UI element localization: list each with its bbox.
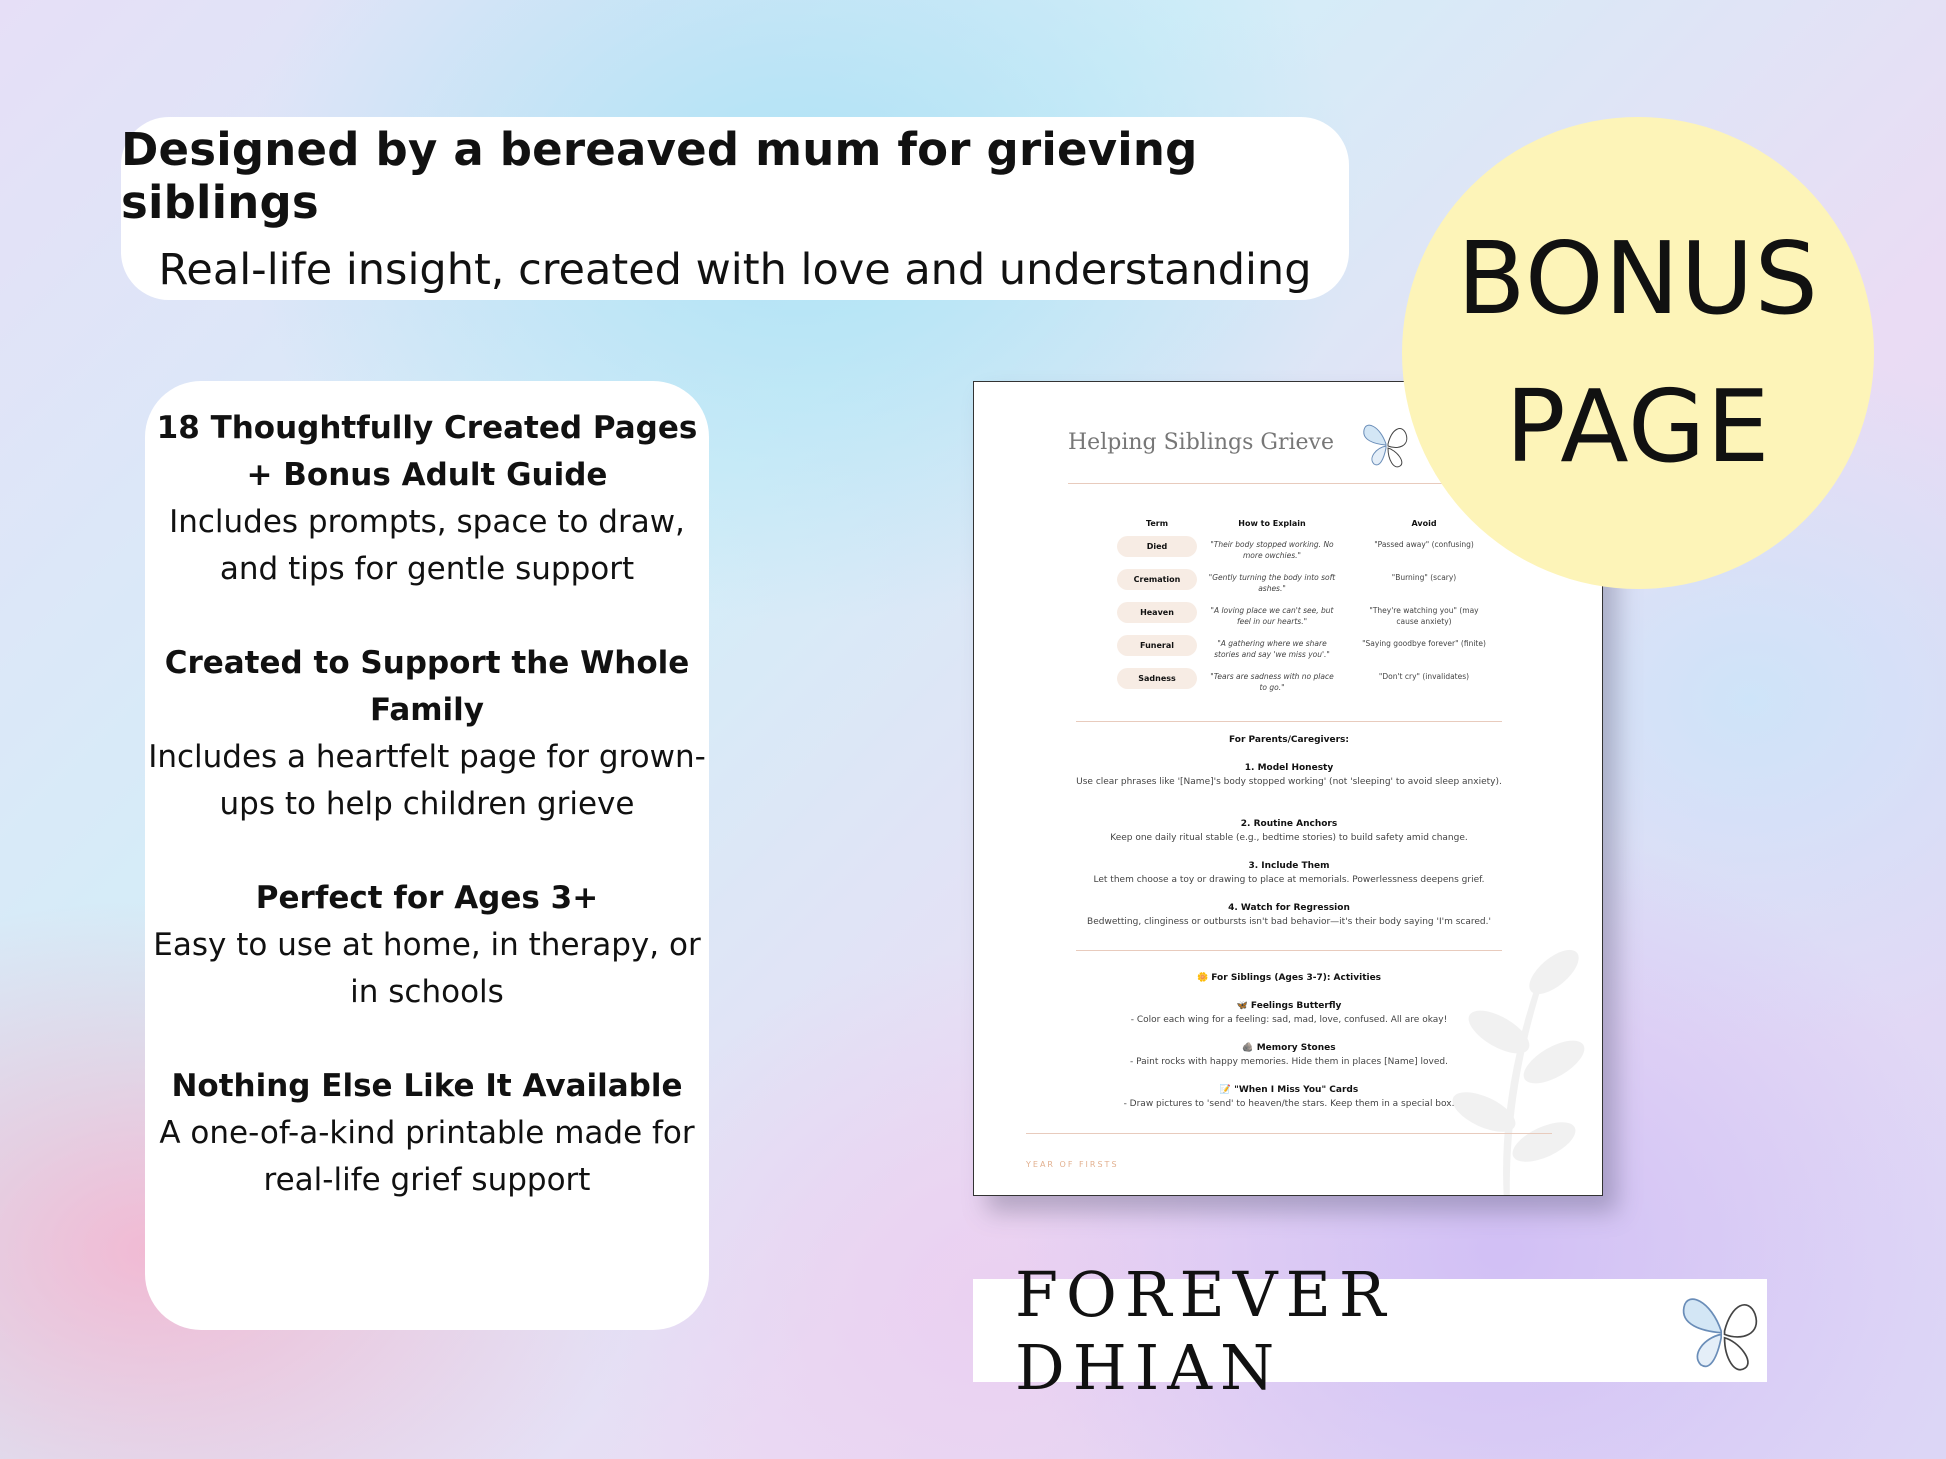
feature-text: A one-of-a-kind printable made for real-life grief support <box>159 1115 695 1198</box>
term-pill: Heaven <box>1117 602 1197 623</box>
activity-text: - Color each wing for a feeling: sad, mad, love, confused. All are okay! <box>1130 1015 1448 1025</box>
tip-text: Bedwetting, clinginess or outbursts isn't bad behavior—it's their body saying 'I'm scared.' <box>1087 917 1491 927</box>
explain-text: "Their body stopped working. No more owchies." <box>1210 540 1334 560</box>
feature-item <box>145 875 709 1016</box>
tip-title: 2. Routine Anchors <box>1240 819 1338 829</box>
feature-text: Includes prompts, space to draw, and tips for gentle support <box>169 504 685 587</box>
headline-card <box>121 117 1349 300</box>
headline-subtitle: Real-life insight, created with love and understanding <box>158 244 1312 295</box>
sheet-title: Helping Siblings Grieve <box>1068 430 1334 455</box>
butterfly-icon <box>1679 1287 1767 1375</box>
column-header-avoid: Avoid <box>1411 519 1437 528</box>
feature-title: 18 Thoughtfully Created Pages + Bonus Adult Guide <box>156 410 698 493</box>
tip-title: 3. Include Them <box>1248 861 1330 871</box>
feature-title: Created to Support the Whole Family <box>164 645 690 728</box>
divider <box>1076 950 1502 951</box>
activity-text: - Draw pictures to 'send' to heaven/the stars. Keep them in a special box. <box>1123 1099 1455 1109</box>
explain-text: "Gently turning the body into soft ashes." <box>1208 573 1336 593</box>
parents-heading: For Parents/Caregivers: <box>1229 735 1349 745</box>
term-pill: Funeral <box>1117 635 1197 656</box>
avoid-text: "Don't cry" (invalidates) <box>1378 672 1470 681</box>
activity-text: - Paint rocks with happy memories. Hide them in places [Name] loved. <box>1130 1057 1448 1067</box>
sheet-footer: YEAR OF FIRSTS <box>1026 1160 1119 1169</box>
feature-item <box>145 1063 709 1204</box>
term-pill: Sadness <box>1117 668 1197 689</box>
feature-item <box>145 640 709 828</box>
avoid-text: "Burning" (scary) <box>1391 573 1457 582</box>
term-pill: Died <box>1117 536 1197 557</box>
bonus-line-2: PAGE <box>1505 368 1771 485</box>
features-card <box>145 381 709 1330</box>
feature-title: Perfect for Ages 3+ <box>255 880 599 916</box>
headline-title: Designed by a bereaved mum for grieving siblings <box>121 122 1198 229</box>
activity-title: 🪨 Memory Stones <box>1242 1043 1336 1053</box>
column-header-how: How to Explain <box>1238 519 1306 528</box>
term-pill: Cremation <box>1117 569 1197 590</box>
feature-text: Includes a heartfelt page for grown-ups to help children grieve <box>148 739 706 822</box>
avoid-text: "Saying goodbye forever" (finite) <box>1362 639 1486 648</box>
feature-item <box>145 405 709 593</box>
activity-title: 🦋 Feelings Butterfly <box>1236 1001 1342 1011</box>
explain-text: "A gathering where we share stories and say 'we miss you'." <box>1214 639 1330 659</box>
siblings-heading: 🌼 For Siblings (Ages 3-7): Activities <box>1196 973 1382 983</box>
avoid-text: "Passed away" (confusing) <box>1374 540 1474 549</box>
bonus-line-1: BONUS <box>1456 220 1820 337</box>
tip-title: 1. Model Honesty <box>1244 763 1334 773</box>
butterfly-icon <box>1362 418 1412 470</box>
divider <box>1076 721 1502 722</box>
avoid-text: "They're watching you" (may cause anxiety) <box>1369 606 1479 626</box>
bonus-badge <box>1402 117 1874 589</box>
tip-title: 4. Watch for Regression <box>1228 903 1350 913</box>
feature-title: Nothing Else Like It Available <box>171 1068 683 1104</box>
tip-text: Let them choose a toy or drawing to place at memorials. Powerlessness deepens grief. <box>1093 875 1485 885</box>
explain-text: "Tears are sadness with no place to go." <box>1210 672 1334 692</box>
feature-text: Easy to use at home, in therapy, or in schools <box>153 927 701 1010</box>
activity-title: 📝 "When I Miss You" Cards <box>1219 1085 1359 1095</box>
explain-text: "A loving place we can't see, but feel in our hearts." <box>1210 606 1334 626</box>
brand-banner <box>973 1257 1767 1404</box>
column-header-term: Term <box>1145 519 1169 528</box>
tip-text: Use clear phrases like '[Name]'s body stopped working' (not 'sleeping' to avoid sleep anxiety). <box>1076 777 1502 787</box>
tip-text: Keep one daily ritual stable (e.g., bedtime stories) to build safety amid change. <box>1110 833 1468 843</box>
brand-name: FOREVER DHIAN <box>1015 1257 1394 1404</box>
divider <box>1026 1133 1552 1134</box>
